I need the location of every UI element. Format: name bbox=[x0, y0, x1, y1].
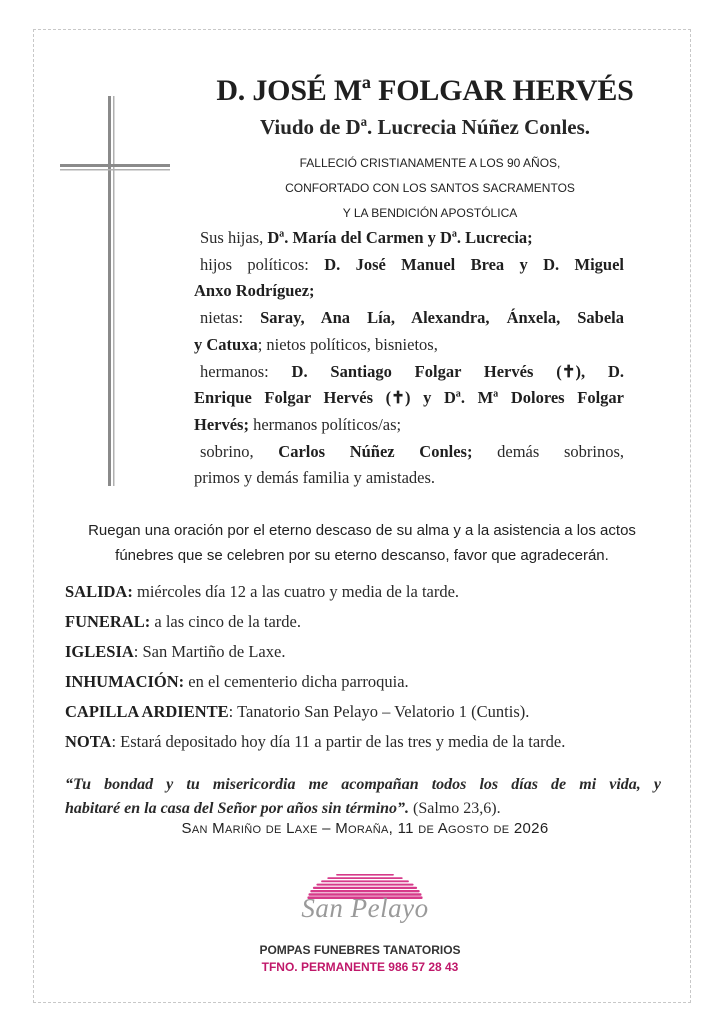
prayer-request-line: Ruegan una oración por el eterno descaso de su alma y a la asistencia a los actos bbox=[88, 522, 636, 539]
phone-number: TFNO. PERMANENTE 986 57 28 43 bbox=[261, 960, 459, 974]
deceased-name: D. JOSÉ Mª FOLGAR HERVÉS bbox=[216, 74, 634, 107]
family-grandchildren-cont: y Catuxa; nietos políticos, bisnietos, bbox=[194, 334, 438, 354]
quote-line: “Tu bondad y tu misericordia me acompañan todos los días de mi vida, y bbox=[65, 776, 661, 793]
detail-chapel: CAPILLA ARDIENTE: Tanatorio San Pelayo – Velatorio 1 (Cuntis). bbox=[65, 702, 530, 721]
quote-line: habitaré en la casa del Señor por años sin término”. (Salmo 23,6). bbox=[65, 800, 501, 817]
company-logo: San Pelayo bbox=[301, 893, 429, 923]
death-notice-line: FALLECIÓ CRISTIANAMENTE A LOS 90 AÑOS, bbox=[299, 156, 561, 170]
detail-departure: SALIDA: miércoles día 12 a las cuatro y media de la tarde. bbox=[65, 582, 460, 601]
family-daughters: Sus hijas, Dª. María del Carmen y Dª. Lucrecia; bbox=[200, 228, 533, 247]
place-and-date: San Mariño de Laxe – Moraña, 11 de Agosto de 2026 bbox=[181, 820, 549, 837]
company-name: POMPAS FUNEBRES TANATORIOS bbox=[259, 943, 461, 957]
family-nephew: sobrino, Carlos Núñez Conles; demás sobrinos, bbox=[200, 441, 625, 461]
prayer-request bbox=[52, 518, 672, 568]
family-siblings-cont: Enrique Folgar Hervés (✝) y Dª. Mª Dolores Folgar bbox=[194, 388, 624, 408]
widow-of-line: Viudo de Dª. Lucrecia Núñez Conles. bbox=[259, 115, 591, 139]
family-granddaughters: nietas: Saray, Ana Lía, Alexandra, Ánxela, Sabela bbox=[200, 308, 624, 328]
family-in-laws: hijos políticos: D. José Manuel Brea y D. Miguel bbox=[200, 254, 624, 274]
blessing-line: Y LA BENDICIÓN APOSTÓLICA bbox=[342, 206, 518, 220]
family-others: primos y demás familia y amistades. bbox=[194, 468, 436, 488]
sacraments-line: CONFORTADO CON LOS SANTOS SACRAMENTOS bbox=[285, 181, 575, 195]
detail-burial: INHUMACIÓN: en el cementerio dicha parroquia. bbox=[65, 672, 409, 691]
cross-icon bbox=[60, 96, 170, 486]
prayer-request-line: fúnebres que se celebren por su eterno descanso, favor que agradecerán. bbox=[115, 547, 609, 564]
family-siblings: hermanos: D. Santiago Folgar Hervés (✝), D. bbox=[200, 361, 624, 381]
family-siblings-end: Hervés; hermanos políticos/as; bbox=[194, 414, 402, 434]
family-in-laws-cont: Anxo Rodríguez; bbox=[194, 281, 315, 301]
psalm-quote bbox=[65, 773, 661, 821]
family-list bbox=[194, 225, 624, 492]
funeral-details bbox=[65, 582, 675, 762]
detail-funeral: FUNERAL: a las cinco de la tarde. bbox=[65, 612, 301, 631]
detail-church: IGLESIA: San Martiño de Laxe. bbox=[65, 642, 286, 661]
detail-note: NOTA: Estará depositado hoy día 11 a partir de las tres y media de la tarde. bbox=[65, 732, 566, 751]
